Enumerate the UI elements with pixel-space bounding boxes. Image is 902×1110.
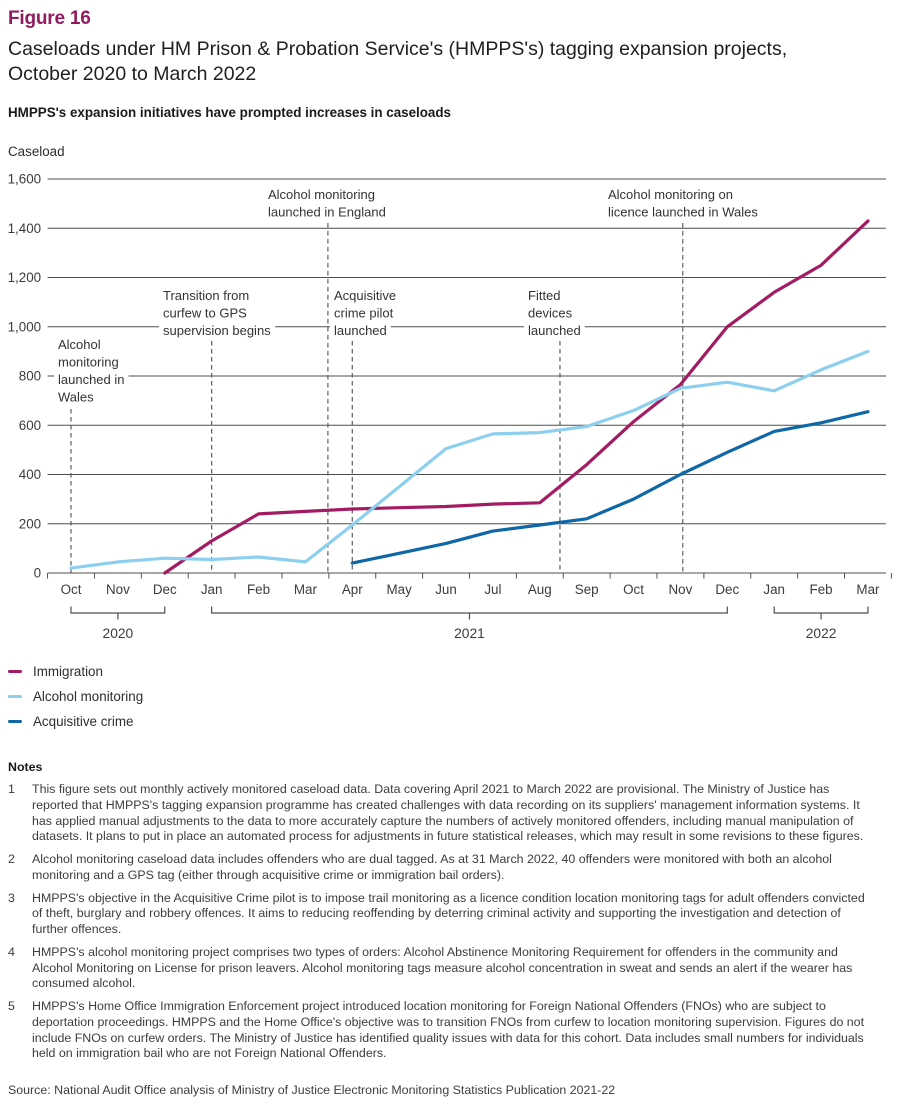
fitted-devices-label: Fitted bbox=[528, 288, 561, 304]
figure-number: Figure 16 bbox=[8, 8, 91, 29]
y-tick-label: 800 bbox=[18, 368, 42, 384]
y-tick-label: 1,400 bbox=[8, 220, 42, 236]
acquisitive-crime-pilot-label: launched bbox=[334, 323, 387, 339]
note-item bbox=[8, 891, 892, 938]
x-month-label: Mar bbox=[293, 582, 317, 598]
x-month-label: Feb bbox=[246, 582, 271, 598]
y-tick-label: 400 bbox=[18, 467, 42, 483]
note-text: HMPPS's objective in the Acquisitive Crime pilot is to impose trail monitoring as a licence condition location monitoring tags for adult offenders convicted of theft, burglary and robbery offences. It aims to reducing reoffending by deterring criminal activity and supporting the investigation and detection of further offences. bbox=[32, 890, 865, 937]
x-month-label: Oct bbox=[623, 582, 644, 598]
x-month-label: Apr bbox=[341, 582, 363, 598]
x-month-label: Oct bbox=[60, 582, 82, 598]
note-number: 4 bbox=[8, 944, 15, 959]
note-text: Alcohol monitoring caseload data includes offenders who are dual tagged. As at 31 March 2022, 40 offenders were monitored with both an alcohol monitoring and a GPS tag (either through acquisitive crime or immigration bail orders). bbox=[32, 852, 832, 882]
x-month-label: Jan bbox=[763, 582, 785, 598]
y-tick-label: 1,600 bbox=[8, 171, 42, 187]
legend-item bbox=[8, 709, 892, 734]
transition-curfew-gps-label: Transition from bbox=[163, 288, 250, 304]
y-tick-label: 600 bbox=[18, 417, 42, 433]
legend-item bbox=[8, 684, 892, 709]
series-line-immigration bbox=[165, 221, 868, 573]
x-month-label: Aug bbox=[527, 582, 552, 598]
note-item bbox=[8, 945, 892, 992]
note-number: 3 bbox=[8, 890, 15, 905]
x-month-label: Jan bbox=[200, 582, 223, 598]
series-line-acquisitive-crime bbox=[352, 412, 868, 563]
x-month-label: Jul bbox=[484, 582, 502, 598]
x-month-label: Sep bbox=[574, 582, 599, 598]
figure-title: Caseloads under HM Prison & Probation Service's (HMPPS's) tagging expansion projects, October 2020 to March 2022 bbox=[8, 38, 788, 85]
y-tick-label: 1,200 bbox=[8, 270, 42, 286]
alcohol-licence-wales-label: licence launched in Wales bbox=[608, 204, 758, 220]
note-text: HMPPS's alcohol monitoring project comprises two types of orders: Alcohol Abstinence Monitoring Requirement for offenders in the community and Alcohol Monitoring on License for prison leavers. Alcohol monitoring tags measure alcohol concentration in sweat and sends an alert if the wearer has consumed alcohol. bbox=[32, 944, 853, 991]
y-tick-label: 1,000 bbox=[8, 319, 42, 335]
alcohol-monitoring-england-label: Alcohol monitoring bbox=[268, 187, 375, 203]
x-month-label: Dec bbox=[715, 582, 740, 598]
source-line: Source: National Audit Office analysis of Ministry of Justice Electronic Monitoring Statistics Publication 2021-22 bbox=[8, 1083, 616, 1098]
x-month-label: Feb bbox=[809, 582, 833, 598]
acquisitive-crime-line-swatch bbox=[8, 720, 22, 724]
notes-heading: Notes bbox=[8, 760, 43, 775]
x-month-label: May bbox=[386, 582, 412, 598]
alcohol-licence-wales-label: Alcohol monitoring on bbox=[608, 187, 734, 203]
legend-label: Acquisitive crime bbox=[33, 714, 134, 730]
y-axis-unit-label: Caseload bbox=[8, 144, 65, 160]
alcohol-monitoring-wales-label: launched in bbox=[58, 372, 125, 388]
note-item bbox=[8, 999, 892, 1062]
legend-label: Alcohol monitoring bbox=[33, 689, 144, 705]
legend-item bbox=[8, 659, 892, 684]
year-bracket bbox=[71, 607, 165, 614]
year-label: 2022 bbox=[805, 626, 837, 642]
acquisitive-crime-pilot-label: crime pilot bbox=[334, 305, 394, 321]
year-bracket bbox=[212, 607, 728, 614]
y-tick-label: 200 bbox=[18, 516, 42, 532]
x-month-label: Dec bbox=[152, 582, 177, 598]
immigration-line-swatch bbox=[8, 670, 22, 674]
alcohol-monitoring-england-label: launched in England bbox=[268, 204, 386, 220]
x-month-label: Jun bbox=[435, 582, 457, 598]
x-month-label: Nov bbox=[105, 582, 130, 598]
note-text: HMPPS's Home Office Immigration Enforcement project introduced location monitoring for Foreign National Offenders (FNOs) who are subject to deportation proceedings. HMPPS and the Home Office's objective was to transition FNOs from curfew to location monitoring supervision. Figures do not include FNOs on curfew orders. The Ministry of Justice has identified quality issues with data for this cohort. Data includes small numbers for individuals held on immigration bail who are not Foreign National Offenders. bbox=[32, 999, 865, 1061]
alcohol-monitoring-wales-label: Wales bbox=[58, 389, 94, 405]
fitted-devices-label: devices bbox=[528, 305, 573, 321]
notes-section bbox=[8, 760, 892, 1062]
x-month-label: Mar bbox=[856, 582, 880, 598]
fitted-devices-label: launched bbox=[528, 323, 581, 339]
note-number: 2 bbox=[8, 852, 15, 867]
caseload-line-chart bbox=[8, 161, 892, 645]
note-item bbox=[8, 782, 892, 845]
year-bracket bbox=[774, 607, 868, 614]
x-month-label: Nov bbox=[668, 582, 693, 598]
transition-curfew-gps-label: supervision begins bbox=[163, 323, 271, 339]
year-label: 2020 bbox=[102, 626, 134, 642]
alcohol-monitoring-wales-label: monitoring bbox=[58, 354, 119, 370]
alcohol-monitoring-line-swatch bbox=[8, 695, 22, 699]
figure-standfirst: HMPPS's expansion initiatives have prompted increases in caseloads bbox=[8, 105, 452, 121]
legend-label: Immigration bbox=[33, 664, 103, 680]
transition-curfew-gps-label: curfew to GPS bbox=[163, 305, 247, 321]
acquisitive-crime-pilot-label: Acquisitive bbox=[334, 288, 397, 304]
y-tick-label: 0 bbox=[33, 565, 42, 581]
alcohol-monitoring-wales-label: Alcohol bbox=[58, 337, 101, 353]
chart-legend bbox=[8, 659, 892, 734]
note-number: 5 bbox=[8, 999, 15, 1014]
note-item bbox=[8, 852, 892, 884]
year-label: 2021 bbox=[454, 626, 485, 642]
note-number: 1 bbox=[8, 782, 15, 797]
note-text: This figure sets out monthly actively monitored caseload data. Data covering April 2021 to March 2022 are provisional. The Ministry of Justice has reported that HMPPS's tagging expansion programme has created challenges with data recording on its suppliers' management information systems. It has applied manual adjustments to the data to more accurately capture the numbers of actively monitored offenders, including manual manipulation of datasets. It plans to put in place an automated process for adjustments in future statistical releases, which may result in some revisions to these figures. bbox=[32, 782, 864, 844]
